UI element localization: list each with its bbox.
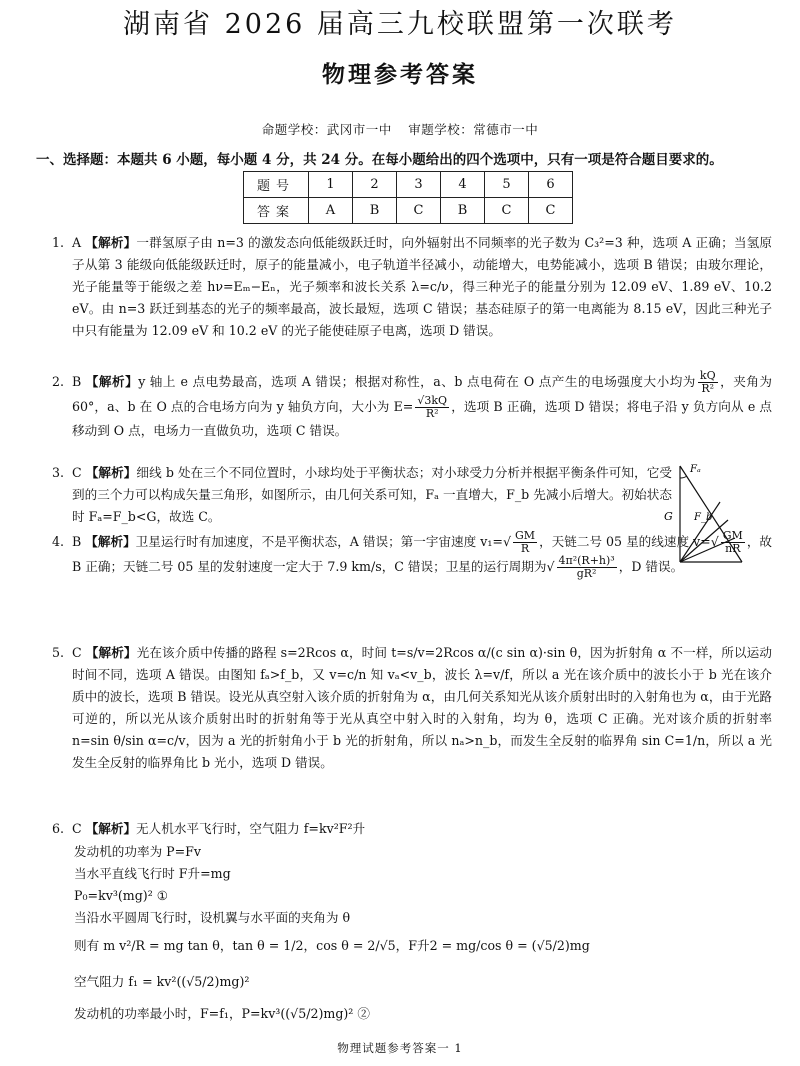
question-answer: B (72, 374, 82, 389)
analysis-tag: 【解析】 (85, 465, 137, 480)
answer-table-row-numbers (244, 172, 573, 198)
fraction: $\frac{\text{4π²(R+h)³}}{\text{gR²}}$ (558, 554, 615, 580)
analysis-tag: 【解析】 (85, 235, 137, 250)
fraction: $\frac{√3kQ}{\text{R²}}$ (417, 394, 448, 420)
question-text: ，D 错误。 (618, 559, 684, 574)
question-answer: C (72, 465, 82, 480)
question-text: 无人机水平飞行时，空气阻力 f=kv²F²升 (136, 821, 366, 836)
question-text: 细线 b 处在三个不同位置时，小球均处于平衡状态；对小球受力分析并根据平衡条件可知，它受到的三个力可以构成矢量三角形，如图所示，由几何关系可知，Fₐ 一直增大，F_b 先减小后增大。初始状态时 Fₐ=F_b<G，故选 C。 (72, 465, 673, 524)
table-cell: A (309, 198, 353, 224)
question-text: 一群氢原子由 n=3 的激发态向低能级跃迁时，向外辐射出不同频率的光子数为 C₃²=3 种，选项 A 正确；当氢原子从第 3 能级向低能级跃迁时，原子的能量减小，电子轨道半径减小，动能增大，电势能减小，选项 B 错误；由玻尔理论，光子能量等于能级之差 hν=Eₘ−Eₙ，光子频率和波长关系 λ=c/ν，得三种光子的能量分别为 12.09 eV、1.89 eV、10.2 eV。由 n=3 跃迁到基态的光子的频率最高，波长最短，选项 C 错误；基态硅原子的第一电离能为 8.15 eV，因此三种光子中只有能量为 12.09 eV 和 10.2 eV 的光子能使硅原子电离，选项 D 错误。 (72, 235, 772, 338)
page-footer: 物理试题参考答案一 1 (337, 1041, 463, 1055)
question-text: ，天链二号 05 星的线速度 v= (539, 534, 711, 549)
analysis-tag: 【解析】 (85, 374, 139, 389)
question-number: 2. (52, 374, 65, 389)
exam-subtitle: 物理参考答案 (322, 61, 478, 88)
table-cell: B (441, 198, 485, 224)
table-cell: 5 (485, 172, 529, 198)
question-number: 6. (52, 821, 65, 836)
q6-line-8: 发动机的功率最小时，F=f₁，P=kv³((√5/2)mg)² ② (74, 1006, 370, 1021)
question-text: ，选项 B 正确，选项 D 错误；将电子沿 y 负方向从 e 点移动到 O 点，电场力一直做负功，选项 C 错误。 (72, 399, 772, 438)
question-text: ，故 B 正确；天链二号 05 星的发射速度一定大于 7.9 km/s，C 错误；卫星的运行周期为 (72, 534, 773, 574)
question-6-solution (52, 818, 772, 840)
question-1-solution (52, 232, 772, 342)
table-cell: 4 (441, 172, 485, 198)
table-label-number: 题号 (244, 172, 309, 198)
table-cell: B (353, 198, 397, 224)
table-cell: 6 (529, 172, 573, 198)
fb-label: F_b (694, 512, 713, 523)
question-number: 4. (52, 534, 65, 549)
fraction: $\frac{kQ}{\text{R²}}$ (699, 369, 716, 395)
question-answer: B (72, 534, 82, 549)
table-cell: 1 (309, 172, 353, 198)
fa-label: Fₐ (690, 464, 701, 475)
question-number: 5. (52, 645, 65, 660)
table-cell: 2 (353, 172, 397, 198)
question-2-solution (52, 370, 772, 442)
question-answer: A (72, 235, 82, 250)
answer-table-row-answers (244, 198, 573, 224)
analysis-tag: 【解析】 (85, 645, 137, 660)
question-text: 卫星运行时有加速度，不是平衡状态，A 错误；第一宇宙速度 v₁= (135, 534, 503, 549)
table-cell: 3 (397, 172, 441, 198)
q6-line-7: 空气阻力 f₁ = kv²((√5/2)mg)² (74, 974, 250, 989)
question-answer: C (72, 645, 82, 660)
q6-line-4: P₀=kv³(mg)² ① (74, 888, 169, 903)
q6-line-5: 当沿水平圆周飞行时，设机翼与水平面的夹角为 θ (74, 910, 351, 925)
question-text: y 轴上 e 点电势最高，选项 A 错误；根据对称性，a、b 点电荷在 O 点产生的电场强度大小均为 (138, 374, 696, 389)
q6-line-3: 当水平直线飞行时 F升=mg (74, 866, 231, 881)
section-heading: 一、选择题：本题共 6 小题，每小题 4 分，共 24 分。在每小题给出的四个选项中，只有一项是符合题目要求的。 (36, 152, 723, 168)
question-3-solution (52, 462, 672, 528)
q6-line-6: 则有 m v²/R = mg tan θ，tan θ = 1/2，cos θ = 2/√5，F升2 = mg/cos θ = (√5/2)mg (74, 938, 590, 953)
fraction: $\frac{GM}{nR}$ (722, 529, 743, 555)
question-5-solution (52, 642, 772, 774)
question-text: 光在该介质中传播的路程 s=2Rcos α，时间 t=s/v=2Rcos α/(c sin α)·sin θ，因为折射角 α 不一样，所以运动时间不同，选项 A 错误。由图知 fₐ>f_b，又 v=c/n 知 vₐ<v_b，波长 λ=v/f，所以 a 光在该介质中的波长小于 b 光在该介质中的波长，选项 B 错误。设光从真空射入该介质的折射角为 α，由几何关系知光从该介质射出时的入射角也为 α，由于光路可逆的，所以光从该介质射出时的折射角等于光从真空中射入时的入射角，均为 θ，选项 C 正确。光对该介质的折射率 n=sin θ/sin α=c/v，因为 a 光的折射角小于 b 光的折射角，所以 nₐ>n_b，而发生全反射的临界角 sin C=1/n，所以 a 光发生全反射的临界角比 b 光小，选项 D 错误。 (72, 645, 772, 770)
table-cell: C (529, 198, 573, 224)
analysis-tag: 【解析】 (85, 821, 137, 836)
q6-line-2: 发动机的功率为 P=Fv (74, 844, 202, 859)
table-cell: C (485, 198, 529, 224)
question-number: 1. (52, 235, 65, 250)
g-label: G (664, 510, 673, 523)
school-info (0, 120, 800, 138)
question-number: 3. (52, 465, 65, 480)
reviewer-school: 审题学校：常德市一中 (408, 122, 539, 137)
question-answer: C (72, 821, 82, 836)
answer-table (243, 171, 573, 224)
table-label-answer: 答案 (244, 198, 309, 224)
table-cell: C (397, 198, 441, 224)
exam-title: 湖南省 2026 届高三九校联盟第一次联考 (123, 9, 677, 40)
question-4-solution: 4. B 【解析】卫星运行时有加速度，不是平衡状态，A 错误；第一宇宙速度 v₁=√ $\frac{GM}{R}$ ，天链二号 05 星的线速度 v=√ $\frac{GM}{nR}$ ，故 B 正确；天链二号 05 星的发射速度一定大于 7.9 km/s，C 错误；卫星的运行周期为√ $\frac{\text{4π²(R+h)³}}{\text{gR²}}$ ，D 错误。 (52, 529, 773, 580)
proposer-school: 命题学校：武冈市一中 (261, 122, 392, 137)
angle-arc (680, 476, 687, 478)
fraction: $\frac{GM}{R}$ (515, 529, 536, 555)
question-text: ，夹角为 60°，a、b 在 O 点的合电场方向为 y 轴负方向，大小为 E= (72, 374, 772, 414)
analysis-tag: 【解析】 (85, 534, 136, 549)
